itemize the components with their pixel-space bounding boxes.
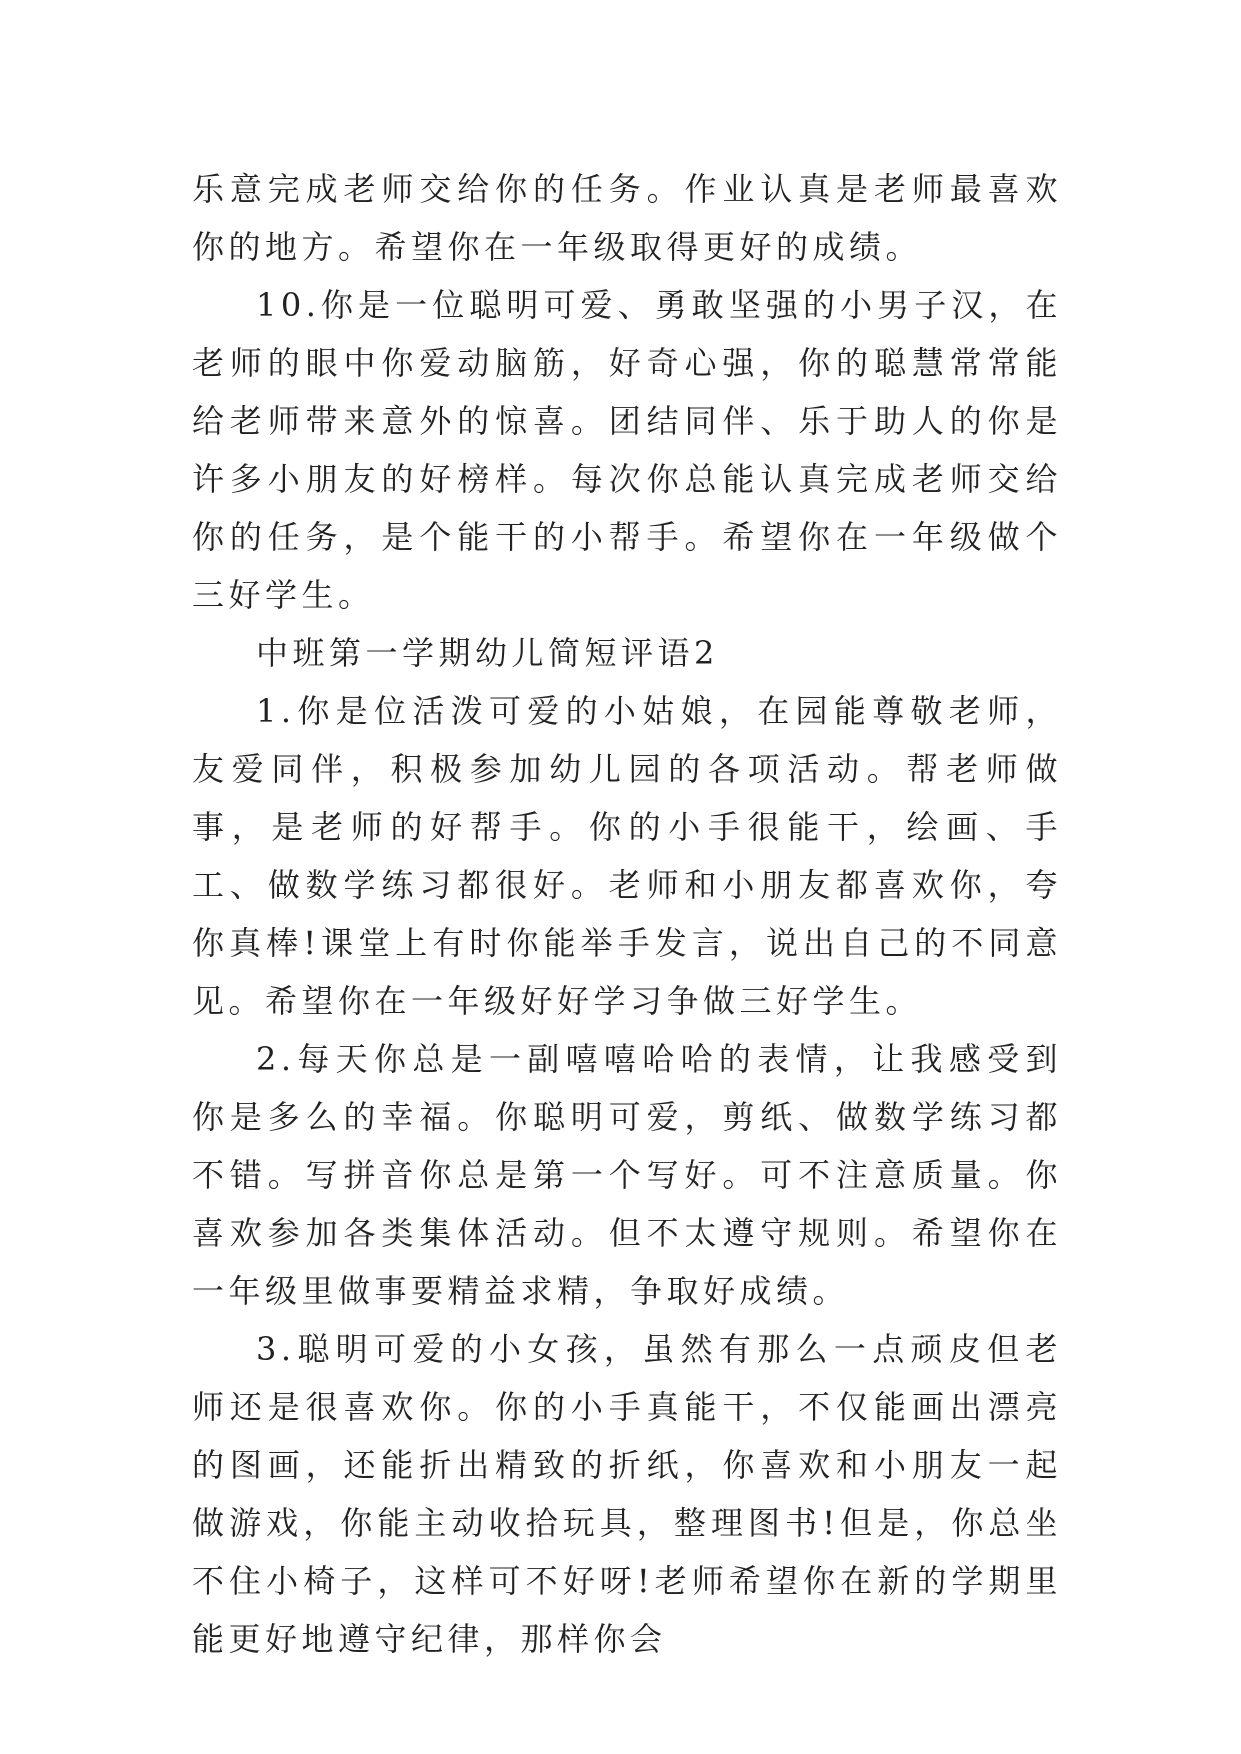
paragraph-comment-10: 10.你是一位聪明可爱、勇敢坚强的小男子汉，在老师的眼中你爱动脑筋，好奇心强，你的聪慧常常能给老师带来意外的惊喜。团结同伴、乐于助人的你是许多小朋友的好榜样。每次你总能认真完成老师交给你的任务，是个能干的小帮手。希望你在一年级做个三好学生。 bbox=[192, 286, 1062, 614]
paragraph-continuation: 乐意完成老师交给你的任务。作业认真是老师最喜欢你的地方。希望你在一年级取得更好的成绩。 bbox=[192, 170, 1062, 266]
paragraph-comment-3: 3.聪明可爱的小女孩，虽然有那么一点顽皮但老师还是很喜欢你。你的小手真能干，不仅能画出漂亮的图画，还能折出精致的折纸，你喜欢和小朋友一起做游戏，你能主动收拾玩具，整理图书!但是，你总坐不住小椅子，这样可不好呀!老师希望你在新的学期里能更好地遵守纪律，那样你会 bbox=[192, 1330, 1062, 1658]
paragraph-comment-2: 2.每天你总是一副嘻嘻哈哈的表情，让我感受到你是多么的幸福。你聪明可爱，剪纸、做数学练习都不错。写拼音你总是第一个写好。可不注意质量。你喜欢参加各类集体活动。但不太遵守规则。希望你在一年级里做事要精益求精，争取好成绩。 bbox=[192, 1040, 1062, 1310]
paragraph-comment-1: 1.你是位活泼可爱的小姑娘，在园能尊敬老师，友爱同伴，积极参加幼儿园的各项活动。帮老师做事，是老师的好帮手。你的小手很能干，绘画、手工、做数学练习都很好。老师和小朋友都喜欢你，夸你真棒!课堂上有时你能举手发言，说出自己的不同意见。希望你在一年级好好学习争做三好学生。 bbox=[192, 692, 1062, 1020]
document-body bbox=[192, 160, 1062, 1668]
section-heading: 中班第一学期幼儿简短评语2 bbox=[256, 634, 719, 672]
